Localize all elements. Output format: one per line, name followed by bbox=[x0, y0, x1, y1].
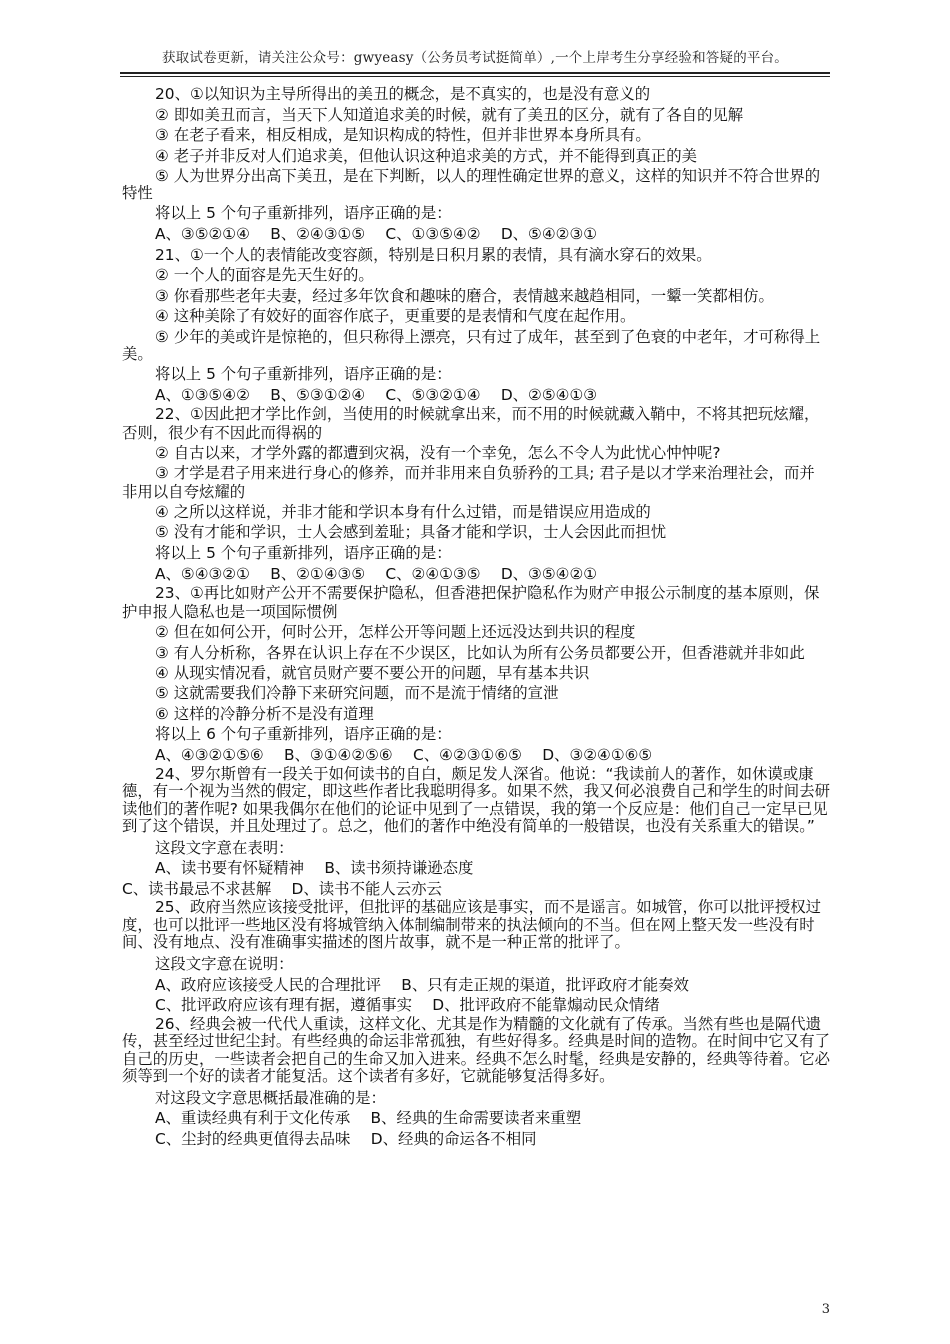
question-prompt: 这段文字意在说明： bbox=[155, 954, 294, 973]
question-stem: 24、罗尔斯曾有一段关于如何读书的自白，颇足发人深省。他说：“我读前人的著作，如休谟或康德，有一个视为当然的假定，即这些作者比我聪明得多。如果不然，我又何必浪费自己和学生的时间去研读他们的著作呢? 如果我偶尔在他们的论证中见到了一点错误，我的第一个反应是：他们自己一定早已见到了这个错误，并且处理过了。总之，他们的著作中绝没有简单的一般错误，也没有关系重大的错误。” bbox=[122, 764, 830, 836]
sentence: ⑤ 人为世界分出高下美丑，是在下判断，以人的理性确定世界的意义，这样的知识并不符合世界的特性 bbox=[122, 167, 821, 203]
page-header: 获取试卷更新，请关注公众号：gwyeasy（公务员考试挺简单）,一个上岸考生分享经验和答疑的平台。 bbox=[161, 50, 788, 66]
question-stem: 26、经典会被一代代人重读，这样文化、尤其是作为精髓的文化就有了传承。当然有些也是隔代遗传，甚至经过世纪尘封。有些经典的命运非常孤独，有些好得多。经典是时间的造物。在时间中它又有了自己的历史，一些读者会把自己的生命又加入进来。经典不怎么时髦，经典是安静的，经典等待着。它必须等到一个好的读者才能复活。这个读者有多好，它就能够复活得多好。 bbox=[122, 1014, 830, 1086]
sentence: ④ 之所以这样说，并非才能和学识本身有什么过错，而是错误应用造成的 bbox=[155, 502, 651, 521]
answer-options: A、①③⑤④② B、⑤③①②④ C、⑤③②①④ D、②⑤④①③ bbox=[155, 385, 598, 404]
answer-options: A、③⑤②①④ B、②④③①⑤ C、①③⑤④② D、⑤④②③① bbox=[155, 224, 598, 243]
question-stem: 21、①一个人的表情能改变容颜，特别是日积月累的表情，具有滴水穿石的效果。 bbox=[155, 245, 712, 264]
question-stem: 25、政府当然应该接受批评，但批评的基础应该是事实，而不是谣言。如城管，你可以批评授权过度，也可以批评一些地区没有将城管纳入体制编制带来的执法倾向的不当。但在网上整天发一些没有时间、没有地点、没有准确事实描述的图片故事，就不是一种正常的批评了。 bbox=[122, 898, 821, 952]
sentence: ④ 这种美除了有姣好的面容作底子，更重要的是表情和气度在起作用。 bbox=[155, 307, 636, 326]
answer-options: C、读书最忌不求甚解 D、读书不能人云亦云 bbox=[122, 879, 442, 898]
answer-options: A、重读经典有利于文化传承 B、经典的生命需要读者来重塑 bbox=[155, 1109, 582, 1128]
document-body bbox=[122, 84, 830, 1150]
sentence: ④ 从现实情况看，就官员财产要不要公开的问题，早有基本共识 bbox=[155, 663, 590, 682]
header-rule-thick bbox=[120, 72, 830, 74]
question-prompt: 将以上 5 个句子重新排列，语序正确的是： bbox=[155, 543, 452, 562]
question-26 bbox=[122, 1016, 830, 1150]
answer-options: A、读书要有怀疑精神 B、读书须持谦逊态度 bbox=[155, 859, 474, 878]
page-number: 3 bbox=[821, 1302, 830, 1317]
answer-options: A、⑤④③②① B、②①④③⑤ C、②④①③⑤ D、③⑤④②① bbox=[155, 564, 598, 583]
sentence: ② 一个人的面容是先天生好的。 bbox=[155, 266, 374, 285]
sentence: ③ 有人分析称，各界在认识上存在不少误区，比如认为所有公务员都要公开，但香港就并非如此 bbox=[155, 643, 805, 662]
sentence: ③ 你看那些老年夫妻，经过多年饮食和趣味的磨合，表情越来越趋相同，一颦一笑都相仿。 bbox=[155, 286, 774, 305]
question-25 bbox=[122, 899, 830, 1015]
question-prompt: 这段文字意在表明： bbox=[155, 838, 294, 857]
answer-options: A、政府应该接受人民的合理批评 B、只有走正规的渠道，批评政府才能奏效 bbox=[155, 975, 689, 994]
question-24 bbox=[122, 766, 830, 900]
sentence: ⑥ 这样的冷静分析不是没有道理 bbox=[155, 704, 374, 723]
sentence: ④ 老子并非反对人们追求美，但他认识这种追求美的方式，并不能得到真正的美 bbox=[155, 146, 697, 165]
sentence: ⑤ 这就需要我们冷静下来研究问题，而不是流于情绪的宣泄 bbox=[155, 684, 559, 703]
question-stem: 22、①因此把才学比作剑，当使用的时候就拿出来，而不用的时候就藏入鞘中，不将其把玩炫耀，否则，很少有不因此而得祸的 bbox=[122, 405, 820, 443]
question-stem: 23、①再比如财产公开不需要保护隐私，但香港把保护隐私作为财产申报公示制度的基本原则，保护申报人隐私也是一项国际惯例 bbox=[122, 584, 820, 622]
question-prompt: 将以上 5 个句子重新排列，语序正确的是： bbox=[155, 364, 452, 383]
sentence: ② 自古以来，才学外露的都遭到灾祸，没有一个幸免，怎么不令人为此忧心忡忡呢? bbox=[155, 444, 721, 463]
sentence: ③ 在老子看来，相反相成，是知识构成的特性，但并非世界本身所具有。 bbox=[155, 126, 651, 145]
header-rule-thin bbox=[120, 76, 830, 77]
sentence: ⑤ 少年的美或许是惊艳的，但只称得上漂亮，只有过了成年，甚至到了色衰的中老年，才可称得上美。 bbox=[122, 327, 821, 363]
question-prompt: 将以上 5 个句子重新排列，语序正确的是： bbox=[155, 204, 452, 223]
sentence: ② 但在如何公开，何时公开，怎样公开等问题上还远没达到共识的程度 bbox=[155, 623, 636, 642]
sentence: ⑤ 没有才能和学识，士人会感到羞耻；具备才能和学识，士人会因此而担忧 bbox=[155, 523, 667, 542]
question-prompt: 将以上 6 个句子重新排列，语序正确的是： bbox=[155, 725, 452, 744]
answer-options: A、④③②①⑤⑥ B、③①④②⑤⑥ C、④②③①⑥⑤ D、③②④①⑥⑤ bbox=[155, 746, 653, 765]
sentence: ② 即如美丑而言，当天下人知道追求美的时候，就有了美丑的区分，就有了各自的见解 bbox=[155, 105, 744, 124]
question-22 bbox=[122, 405, 830, 584]
question-prompt: 对这段文字意思概括最准确的是： bbox=[155, 1088, 386, 1107]
question-stem: 20、①以知识为主导所得出的美丑的概念，是不真实的，也是没有意义的 bbox=[155, 85, 651, 103]
question-20 bbox=[122, 84, 830, 245]
question-23 bbox=[122, 584, 830, 766]
sentence: ③ 才学是君子用来进行身心的修养，而并非用来自负骄矜的工具; 君子是以才学来治理社会，而并非用以自夸炫耀的 bbox=[122, 463, 815, 501]
answer-options: C、尘封的经典更值得去品味 D、经典的命运各不相同 bbox=[155, 1129, 537, 1148]
answer-options: C、批评政府应该有理有据，遵循事实 D、批评政府不能靠煽动民众情绪 bbox=[155, 996, 660, 1015]
question-21 bbox=[122, 245, 830, 406]
